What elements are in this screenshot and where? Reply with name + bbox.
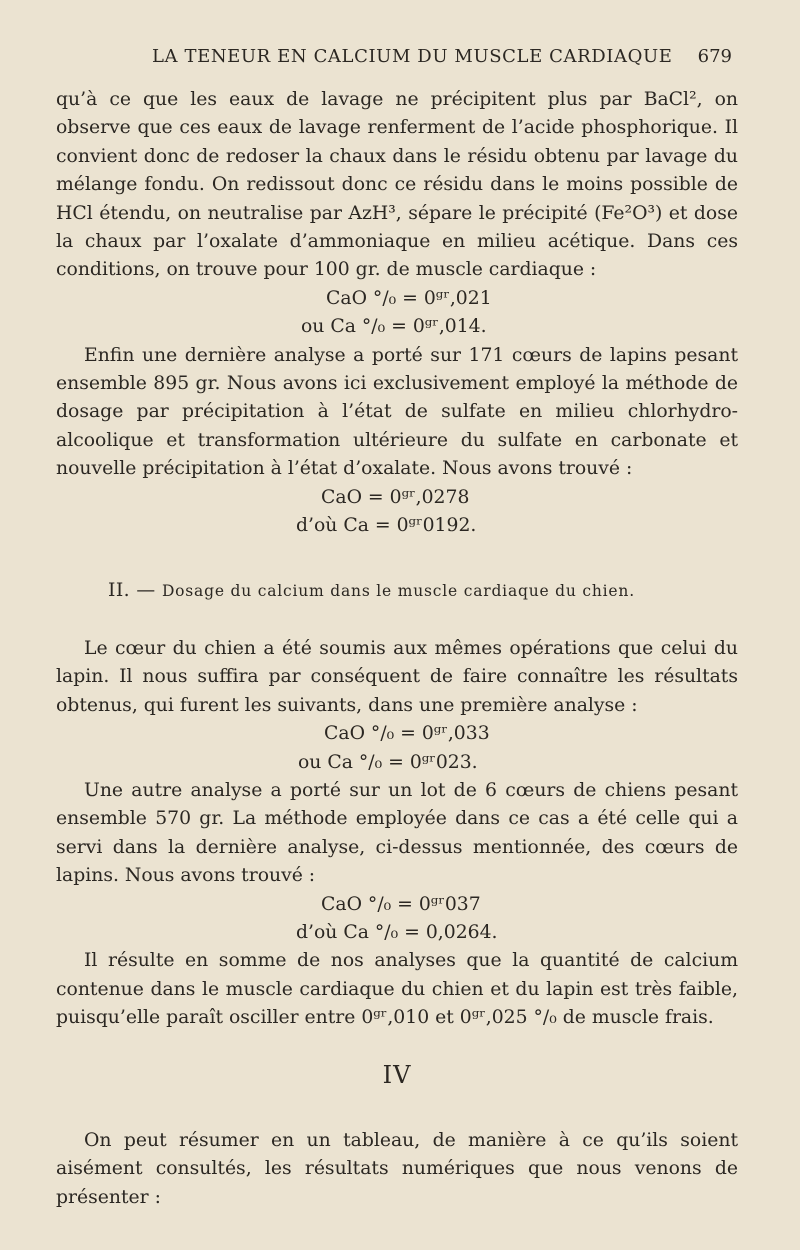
paragraph: On peut résumer en un tableau, de manière à ce qu’ils soient aisément consultés, les résultats numériques que nous venons de présenter : [56,1130,738,1208]
section-roman-numeral: IV [382,1060,412,1089]
section-number: II. — [108,579,162,601]
equation: ou Ca °/₀ = 0ᵍʳ023. [298,751,478,773]
paragraph: Le cœur du chien a été soumis aux mêmes opérations que celui du lapin. Il nous suffira par conséquent de faire connaître les résultats obtenus, qui furent les suivants, dans une première analyse : [56,637,738,716]
equation: d’où Ca °/₀ = 0,0264. [296,921,498,943]
running-head [0,46,800,76]
equation: d’où Ca = 0ᵍʳ0192. [296,515,477,537]
section-heading [108,577,738,605]
page-number: 679 [697,46,732,67]
section-title: Dosage du calcium dans le muscle cardiaque du chien. [161,581,635,600]
equation: CaO °/₀ = 0ᵍʳ037 [321,893,481,915]
paragraph: qu’à ce que les eaux de lavage ne précipitent plus par BaCl², on observe que ces eaux de lavage renferment de l’acide phosphorique. Il convient donc de redoser la chaux dans le résidu obtenu par lavage du mélange fondu. On redissout donc ce résidu dans le moins possible de HCl étendu, on neutralise par AzH³, sépare le précipité (Fe²O³) et dose la chaux par l’oxalate d’ammoniaque en milieu acétique. Dans ces conditions, on trouve pour 100 gr. de muscle cardiaque : [56,89,738,281]
equation: ou Ca °/₀ = 0ᵍʳ,014. [301,316,487,338]
paragraph: Une autre analyse a porté sur un lot de 6 cœurs de chiens pesant ensemble 570 gr. La méthode employée dans ce cas a été celle qui a servi dans la dernière analyse, ci-dessus mentionnée, des cœurs de lapins. Nous avons trouvé : [56,779,738,887]
paragraph: Enfin une dernière analyse a porté sur 171 cœurs de lapins pesant ensemble 895 gr. Nous avons ici exclusivement employé la méthode de dosage par précipitation à l’état de sulfate en milieu chlorhydro-alcoolique et transformation ultérieure du sulfate en carbonate et nouvelle précipitation à l’état d’oxalate. Nous avons trouvé : [56,344,738,480]
equation: CaO = 0ᵍʳ,0278 [321,486,470,508]
running-head-title: LA TENEUR EN CALCIUM DU MUSCLE CARDIAQUE [152,46,673,67]
body-text [56,86,738,1212]
equation: CaO °/₀ = 0ᵍʳ,033 [324,723,490,745]
paragraph: Il résulte en somme de nos analyses que la quantité de calcium contenue dans le muscle cardiaque du chien et du lapin est très faible, puisqu’elle paraît osciller entre 0ᵍʳ,010 et 0ᵍʳ,025 °/₀ de muscle frais. [56,950,738,1029]
equation: CaO °/₀ = 0ᵍʳ,021 [326,287,492,309]
